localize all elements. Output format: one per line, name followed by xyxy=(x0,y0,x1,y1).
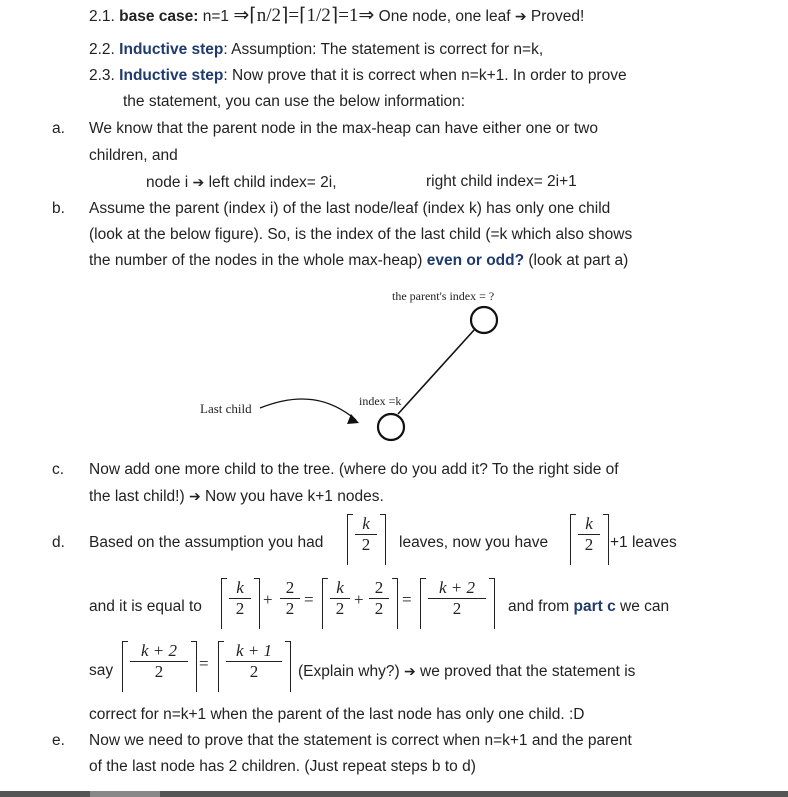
item-d-eq-post: and from xyxy=(508,598,574,615)
item-a-line1: We know that the parent node in the max-heap can have either one or two xyxy=(89,120,598,137)
item-d-post: +1 leaves xyxy=(610,534,677,551)
frac-num: k xyxy=(362,514,370,533)
base-case-label: base case: xyxy=(119,8,199,25)
item-b-line3-text: the number of the nodes in the whole max-heap) xyxy=(89,252,427,269)
frac-num: k + 2 xyxy=(140,641,178,660)
fraction-2-over-2 xyxy=(278,578,302,619)
last-child-pointer xyxy=(260,399,356,420)
ceil-right-bracket xyxy=(603,514,609,565)
figure-child-label: index =k xyxy=(359,394,402,408)
base-case-n: n=1 xyxy=(198,8,234,25)
frac-num: 2 xyxy=(285,578,295,597)
ceil-right-bracket xyxy=(254,578,260,629)
item-c-marker: c. xyxy=(52,461,65,478)
item-d-eq-post-line xyxy=(508,597,669,617)
fraction-k-plus-2-over-2 xyxy=(426,578,488,619)
pointer-arrowhead-icon xyxy=(347,414,359,424)
item-b-marker: b. xyxy=(52,200,65,217)
frac-den: 2 xyxy=(249,662,259,681)
item-a-node: node i xyxy=(146,174,193,191)
frac-den: 2 xyxy=(584,535,594,554)
frac-den: 2 xyxy=(335,599,345,618)
figure-last-child-label: Last child xyxy=(200,401,252,416)
arrow-right-icon: ➔ xyxy=(192,174,205,190)
base-case-prefix: 2.1. xyxy=(89,8,120,25)
item-d-part-c: part c xyxy=(573,598,616,615)
equals-sign: = xyxy=(199,654,209,673)
ceil-right-bracket xyxy=(191,641,197,692)
item-e-line1: Now we need to prove that the statement is correct when n=k+1 and the parent xyxy=(89,732,632,749)
arrow-right-icon: ➔ xyxy=(403,663,416,679)
item-a-marker: a. xyxy=(52,120,65,137)
base-case-formula: ⇒⌈n/2⌉=⌈1/2⌉=1⇒ xyxy=(233,5,375,26)
inductive-a-text: : Assumption: The statement is correct for n=k, xyxy=(223,41,544,58)
plus-sign: + xyxy=(263,590,273,609)
equals-sign: = xyxy=(304,590,314,609)
item-b-bold: even or odd? xyxy=(426,252,525,269)
frac-den: 2 xyxy=(285,599,295,618)
fraction-k-over-2 xyxy=(227,578,253,619)
item-b-line3b: (look at part a) xyxy=(524,252,629,269)
tree-edge xyxy=(398,329,475,414)
scrollbar-thumb[interactable] xyxy=(90,791,160,797)
arrow-right-icon: ➔ xyxy=(514,8,527,24)
frac-den: 2 xyxy=(452,599,462,618)
frac-den: 2 xyxy=(361,535,371,554)
item-b-line2: (look at the below figure). So, is the index of the last child (=k which also shows xyxy=(89,226,633,243)
ceil-right-bracket xyxy=(392,578,398,629)
item-c-line2-text: the last child!) xyxy=(89,488,189,505)
base-case-proved: Proved! xyxy=(526,8,585,25)
frac-den: 2 xyxy=(154,662,164,681)
arrow-right-icon: ➔ xyxy=(188,488,201,504)
item-a-line2: children, and xyxy=(89,147,178,164)
fraction-k-over-2 xyxy=(328,578,352,619)
base-case-result: One node, one leaf xyxy=(374,8,515,25)
frac-den: 2 xyxy=(235,599,245,618)
item-d-eq-post2: we can xyxy=(615,598,670,615)
figure-parent-label: the parent's index = ? xyxy=(392,289,495,303)
frac-num: k + 2 xyxy=(438,578,476,597)
item-d-proved-text: we proved that the statement is xyxy=(415,663,636,680)
fraction-k-plus-2-over-2 xyxy=(128,641,190,682)
frac-num: k xyxy=(336,578,344,597)
inductive-b-label: Inductive step xyxy=(119,67,224,84)
frac-den: 2 xyxy=(374,599,384,618)
plus-sign: + xyxy=(354,590,364,609)
inductive-step-line-2: the statement, you can use the below information: xyxy=(123,93,466,110)
item-d-final: correct for n=k+1 when the parent of the last node has only one child. :D xyxy=(89,706,585,723)
item-d-explain-line xyxy=(298,661,635,682)
item-d-pre: Based on the assumption you had xyxy=(89,534,324,551)
equals-sign: = xyxy=(402,590,412,609)
inductive-a-prefix: 2.2. xyxy=(89,41,120,58)
item-e-line2: of the last node has 2 children. (Just repeat steps b to d) xyxy=(89,758,476,775)
frac-num: k + 1 xyxy=(235,641,273,660)
frac-num: k xyxy=(236,578,244,597)
item-d-say: say xyxy=(89,662,114,679)
inductive-b-prefix: 2.3. xyxy=(89,67,120,84)
last-child-node-circle xyxy=(378,414,404,440)
item-a-left: left child index= 2i, xyxy=(204,174,337,191)
item-d-marker: d. xyxy=(52,534,65,551)
horizontal-scrollbar[interactable] xyxy=(0,791,788,797)
item-d-explain: (Explain why?) xyxy=(298,663,404,680)
item-c-line2 xyxy=(89,486,384,507)
fraction-k-over-2 xyxy=(576,514,602,555)
item-c-line1: Now add one more child to the tree. (where do you add it? To the right side of xyxy=(89,461,619,478)
ceil-right-bracket xyxy=(380,514,386,565)
inductive-b-text: : Now prove that it is correct when n=k+1. In order to prove xyxy=(223,67,627,84)
item-a-right: right child index= 2i+1 xyxy=(426,173,577,190)
fraction-2-over-2 xyxy=(367,578,391,619)
ceil-right-bracket xyxy=(285,641,291,692)
item-b-line1: Assume the parent (index i) of the last node/leaf (index k) has only one child xyxy=(89,200,611,217)
item-d-mid: leaves, now you have xyxy=(399,534,549,551)
frac-num: 2 xyxy=(374,578,384,597)
item-d-eq-pre: and it is equal to xyxy=(89,598,202,615)
fraction-k-plus-1-over-2 xyxy=(224,641,284,682)
fraction-k-over-2 xyxy=(353,514,379,555)
item-c-line2b: Now you have k+1 nodes. xyxy=(200,488,384,505)
frac-num: k xyxy=(585,514,593,533)
item-e-marker: e. xyxy=(52,732,65,749)
ceil-right-bracket xyxy=(489,578,495,629)
inductive-a-label: Inductive step xyxy=(119,41,224,58)
